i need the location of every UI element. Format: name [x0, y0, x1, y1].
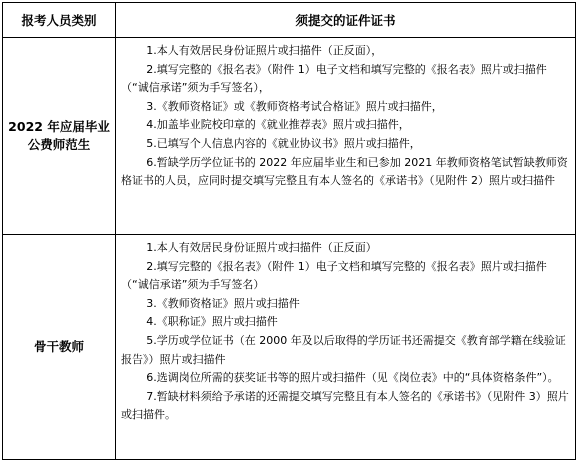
- header-category: 报考人员类别: [3, 3, 116, 38]
- table-row: [3, 235, 576, 460]
- list-item: 6.选调岗位所需的获奖证书等的照片或扫描件（见《岗位表》中的“具体资格条件”）。: [146, 371, 559, 385]
- list-item: 1.本人有效居民身份证照片或扫描件（正反面）: [146, 241, 377, 254]
- list-item: 7.暂缺材料须给予承诺的还需提交填写完整且有本人签名的《承诺书》（见附件 3）照片或扫描件。: [121, 389, 569, 422]
- list-item: 2.填写完整的《报名表》（附件 1）电子文档和填写完整的《报名表》照片或扫描件（“诚信承诺”须为手写签名）: [121, 259, 547, 292]
- category-cell: [3, 38, 116, 235]
- category-label-line: 2022 年应届毕业: [8, 119, 110, 134]
- list-item: 6.暂缺学历学位证书的 2022 年应届毕业生和已参加 2021 年教师资格笔试暂缺教师资格证书的人员，应同时提交填写完整且有本人签名的《承诺书》（见附件 2）照片或扫描件: [121, 155, 568, 188]
- list-item: 5.已填写个人信息内容的《就业协议书》照片或扫描件，: [146, 136, 421, 150]
- category-label-line: 骨干教师: [33, 339, 84, 354]
- category-label-line: 公费师范生: [27, 137, 91, 152]
- certificates-cell: [116, 38, 576, 235]
- table-row: [3, 38, 576, 235]
- table-header-row: [3, 3, 576, 38]
- certificates-cell: [116, 235, 576, 460]
- list-item: 2.填写完整的《报名表》（附件 1）电子文档和填写完整的《报名表》照片或扫描件（“诚信承诺”须为手写签名），: [121, 62, 547, 95]
- list-item: 4.《职称证》照片或扫描件: [146, 315, 278, 329]
- certificate-requirements-table: [2, 2, 576, 460]
- category-cell: [3, 235, 116, 460]
- list-item: 1.本人有效居民身份证照片或扫描件（正反面），: [146, 44, 383, 57]
- list-item: 3.《教师资格证》照片或扫描件: [146, 296, 300, 310]
- list-item: 5.学历或学位证书（在 2000 年及以后取得的学历证书还需提交《教育部学籍在线验证报告》）照片或扫描件: [121, 333, 566, 366]
- list-item: 3.《教师资格证》或《教师资格考试合格证》照片或扫描件，: [146, 99, 443, 113]
- list-item: 4.加盖毕业院校印章的《就业推荐表》照片或扫描件，: [146, 118, 410, 132]
- header-certificates: 须提交的证件证书: [116, 3, 576, 38]
